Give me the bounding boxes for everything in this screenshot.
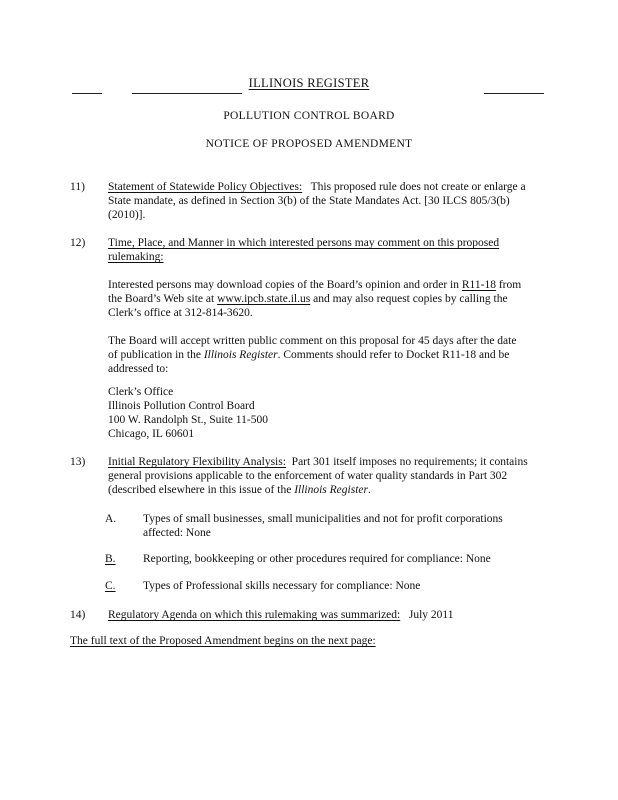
notice-type: NOTICE OF PROPOSED AMENDMENT — [205, 138, 413, 150]
para-text: The Board will accept written public comment on this proposal for 45 days after the date of publication in the — [108, 335, 517, 361]
para-text: Interested persons may download copies of the Board’s opinion and order in — [108, 279, 459, 291]
para-text: and may also request copies by calling the Clerk’s office at 312-814-3620. — [108, 293, 508, 319]
publication-name: Illinois Register — [203, 349, 278, 361]
header-rule-right — [484, 93, 544, 94]
item-heading: Time, Place, and Manner in which interested persons may comment on this proposed rulemaking: — [108, 237, 500, 263]
item-body — [108, 236, 528, 264]
item-body — [108, 180, 528, 222]
para-text: . Comments should refer to Docket R11-18 and be addressed to: — [108, 349, 510, 375]
item-number: 14) — [70, 609, 86, 621]
item-number: 11) — [70, 181, 85, 193]
sub-letter: C. — [105, 580, 116, 592]
sub-letter: A. — [105, 513, 117, 525]
item-heading: Initial Regulatory Flexibility Analysis: — [108, 456, 286, 468]
sub-letter: B. — [105, 553, 116, 565]
register-title: ILLINOIS REGISTER — [248, 76, 370, 90]
item-body — [108, 455, 528, 497]
download-paragraph — [108, 278, 528, 320]
item-text: This proposed rule does not create or enlarge a State mandate, as defined in Section 3(b) of the State Mandates Act. [30 ILCS 805/3(b) (2010)]. — [108, 181, 526, 221]
header-rule-left-2 — [132, 93, 242, 94]
address-line: Clerk’s Office — [108, 386, 174, 398]
item-heading: Regulatory Agenda on which this rulemaking was summarized: — [108, 609, 401, 621]
sub-text: Types of small businesses, small municipalities and not for profit corporations affected: None — [143, 513, 503, 539]
address-line: 100 W. Randolph St., Suite 11-500 — [108, 414, 268, 426]
sub-text: Types of Professional skills necessary for compliance: None — [143, 580, 421, 592]
full-text-notice: The full text of the Proposed Amendment begins on the next page: — [70, 635, 376, 647]
item-number: 12) — [70, 237, 86, 249]
docket-link[interactable]: R11-18 — [461, 279, 496, 291]
mailing-address — [108, 385, 528, 441]
para-text: from the Board’s Web site at — [108, 279, 522, 305]
address-line: Illinois Pollution Control Board — [108, 400, 255, 412]
comment-paragraph — [108, 334, 528, 376]
address-line: Chicago, IL 60601 — [108, 428, 195, 440]
item-text: Part 301 itself imposes no requirements; it contains general provisions applicable to the enforcement of water quality standards in Part 302 (described elsewhere in this issue of the — [108, 456, 528, 496]
header-rule-left — [72, 93, 102, 94]
agency-name: POLLUTION CONTROL BOARD — [223, 110, 395, 122]
item-text: . — [367, 484, 371, 496]
item-body — [108, 608, 528, 622]
item-heading: Statement of Statewide Policy Objectives: — [108, 181, 303, 193]
website-link[interactable]: www.ipcb.state.il.us — [217, 293, 311, 305]
item-number: 13) — [70, 456, 86, 468]
publication-name: Illinois Register — [294, 484, 368, 496]
sub-text: Reporting, bookkeeping or other procedures required for compliance: None — [143, 553, 491, 565]
item-text: July 2011 — [408, 609, 454, 621]
